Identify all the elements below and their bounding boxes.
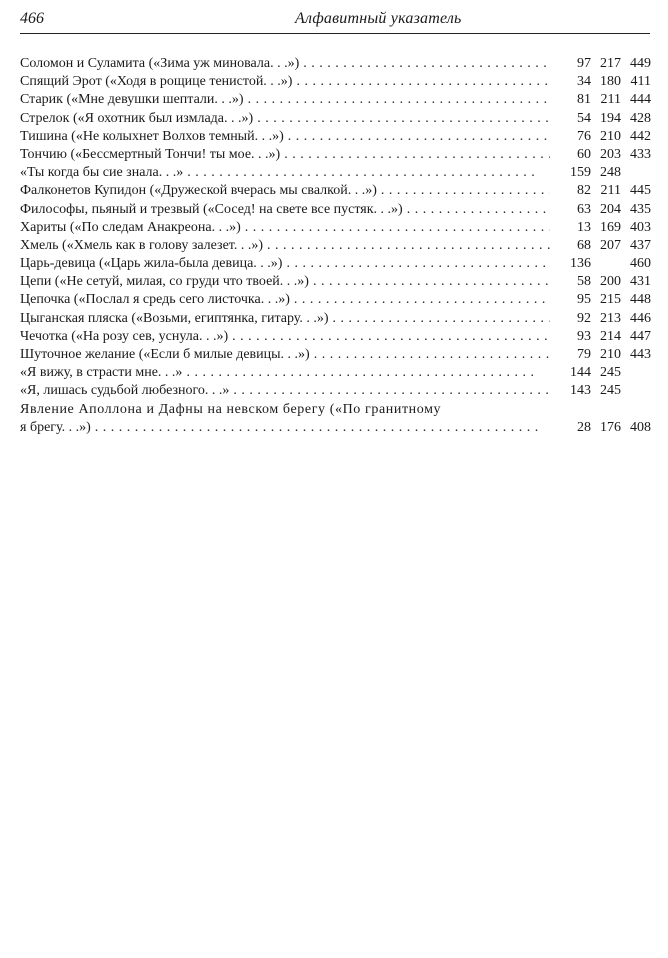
page-header: [20, 10, 652, 34]
page-ref: 92: [577, 310, 591, 326]
page-ref: 169: [600, 219, 621, 235]
page-ref: 411: [630, 74, 651, 90]
page-ref: 79: [577, 347, 591, 362]
page-ref: 200: [600, 274, 621, 290]
running-title: Алфавитный указатель: [295, 10, 462, 27]
page-ref: 437: [630, 237, 651, 253]
page-ref: 207: [600, 237, 621, 253]
index-entry: [20, 146, 652, 164]
page-ref: 76: [577, 128, 591, 144]
page-ref: 211: [600, 92, 621, 108]
page-ref: 144: [570, 365, 591, 381]
index-entry: [20, 237, 652, 255]
page-ref: 215: [600, 292, 621, 308]
header-rule: [20, 33, 650, 34]
entry-title: Соломон и Суламита («Зима уж миновала. . .») . .: [20, 55, 550, 73]
page-ref: 93: [577, 328, 591, 344]
entry-title-line1: Явление Аполлона и Дафны на невском берегу («По гранитному: [20, 401, 442, 417]
index-entries: [20, 55, 652, 437]
page-ref: 403: [630, 219, 651, 235]
page-ref: 58: [577, 274, 591, 290]
page-ref: 210: [600, 128, 621, 144]
page-ref: 204: [600, 201, 621, 217]
page-ref: 448: [630, 292, 651, 308]
index-entry: [20, 55, 652, 73]
index-entry: [20, 346, 652, 364]
entry-title: Стрелок («Я охотник был измлада. . .») . .: [20, 110, 550, 128]
entry-title: Тишина («Не колыхнет Волхов темный. . .») . .: [20, 128, 550, 146]
page-ref: 63: [577, 201, 591, 217]
page-ref: 431: [630, 274, 651, 290]
entry-title: Чечотка («На розу сев, уснула. . .») . .: [20, 328, 550, 346]
index-entry: [20, 291, 652, 309]
entry-title: «Я вижу, в страсти мне. . .» . .: [20, 364, 550, 382]
page-ref: 408: [630, 419, 651, 435]
page-ref: 13: [577, 219, 591, 235]
page-ref: 460: [630, 256, 651, 272]
entry-title: Цепочка («Послал я средь сего листочка. . .») . .: [20, 291, 550, 309]
index-entry-wrapped: [20, 401, 652, 437]
page-ref: 213: [600, 310, 621, 326]
entry-title: Старик («Мне девушки шептали. . .») . .: [20, 91, 550, 109]
page-ref: 245: [600, 383, 621, 399]
page-ref: 245: [600, 365, 621, 381]
index-entry: [20, 91, 652, 109]
page-ref: 180: [600, 74, 621, 90]
page-ref: 81: [577, 92, 591, 108]
entry-title: Цыганская пляска («Возьми, египтянка, гитару. . .») . .: [20, 310, 550, 328]
index-entry: [20, 201, 652, 219]
page-ref: 136: [570, 256, 591, 272]
index-entry: [20, 255, 652, 273]
page-ref: 60: [577, 146, 591, 162]
page-ref: 143: [570, 383, 591, 399]
entry-title: «Ты когда бы сие знала. . .» . .: [20, 164, 550, 182]
entry-title: Философы, пьяный и трезвый («Сосед! на свете все пустяк. . .») . .: [20, 201, 550, 219]
page-ref: 159: [570, 165, 591, 181]
index-entry: [20, 219, 652, 237]
page-ref: 428: [630, 110, 651, 126]
page-ref: 82: [577, 183, 591, 199]
entry-title: Фалконетов Купидон («Дружеской вчерась мы свалкой. . .») . .: [20, 182, 550, 200]
entry-title: Цепи («Не сетуй, милая, со груди что твоей. . .») . .: [20, 273, 550, 291]
index-entry: [20, 128, 652, 146]
page-ref: 446: [630, 310, 651, 326]
page-ref: 442: [630, 128, 651, 144]
page-ref: 445: [630, 183, 651, 199]
page-ref: 97: [577, 56, 591, 71]
entry-title: «Я, лишась судьбой любезного. . .» . .: [20, 382, 550, 400]
page-ref: 447: [630, 328, 651, 344]
index-entry: [20, 164, 652, 182]
page-ref: 217: [600, 56, 621, 71]
page-ref: 444: [630, 92, 651, 108]
entry-title: Шуточное желание («Если б милые девицы. . .») . .: [20, 346, 550, 364]
page-ref: 68: [577, 237, 591, 253]
page-ref: 248: [600, 165, 621, 181]
entry-title: Царь-девица («Царь жила-была девица. . .») . .: [20, 255, 550, 273]
page-ref: 210: [600, 347, 621, 362]
page-ref: 449: [630, 56, 651, 71]
page-number: 466: [20, 10, 44, 27]
page-ref: 194: [600, 110, 621, 126]
page-ref: 34: [577, 74, 591, 90]
page-ref: 211: [600, 183, 621, 199]
index-entry: [20, 73, 652, 91]
page-ref: 95: [577, 292, 591, 308]
index-entry: [20, 310, 652, 328]
page-ref: 433: [630, 146, 651, 162]
page-ref: 203: [600, 146, 621, 162]
page-ref: 435: [630, 201, 651, 217]
page-ref: 176: [600, 419, 621, 435]
index-entry: [20, 182, 652, 200]
index-entry: [20, 364, 652, 382]
page-ref: 443: [630, 347, 651, 362]
index-entry: [20, 110, 652, 128]
entry-title-line2: я брегу. . .») . .: [20, 419, 550, 437]
page-ref: 54: [577, 110, 591, 126]
entry-title: Хариты («По следам Анакреона. . .») . .: [20, 219, 550, 237]
index-entry: [20, 382, 652, 400]
page-ref: 28: [577, 419, 591, 435]
entry-title: Тончию («Бессмертный Тончи! ты мое. . .») . .: [20, 146, 550, 164]
index-entry: [20, 273, 652, 291]
entry-title: Спящий Эрот («Ходя в рощице тенистой. . .») . .: [20, 73, 550, 91]
index-entry: [20, 328, 652, 346]
page-ref: 214: [600, 328, 621, 344]
entry-title: Хмель («Хмель как в голову залезет. . .») . .: [20, 237, 550, 255]
